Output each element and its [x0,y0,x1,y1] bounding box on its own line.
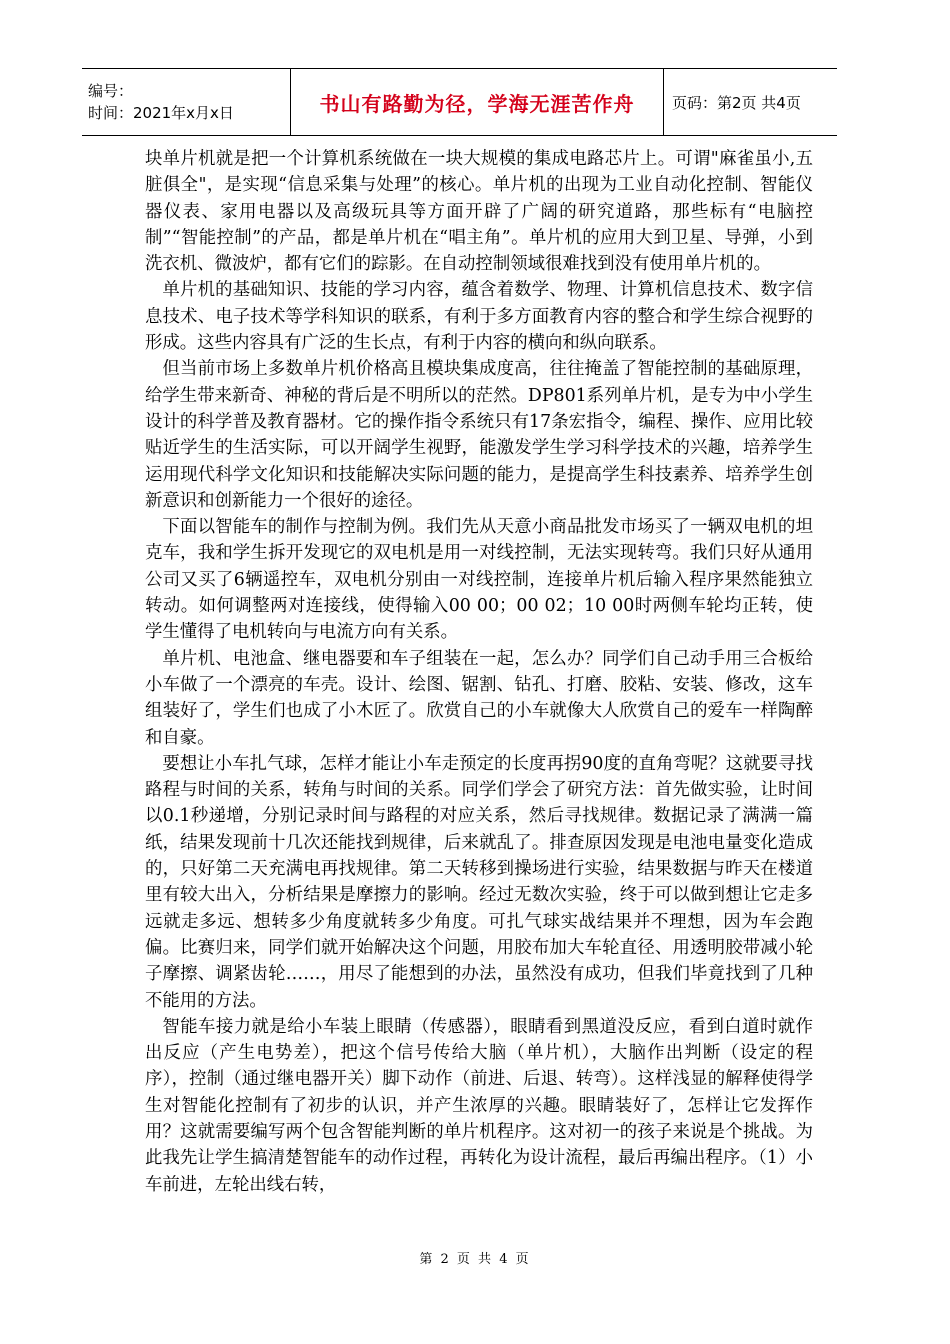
document-code-label: 编号： [88,82,134,100]
header-info [82,69,291,135]
header-motto: 书山有路勤为径，学海无涯苦作舟 [291,69,664,135]
paragraph-1: 块单片机就是把一个计算机系统做在一块大规模的集成电路芯片上。可谓"麻雀虽小,五脏俱全"，是实现“信息采集与处理”的核心。单片机的出现为工业自动化控制、智能仪器仪表、家用电器以及高级玩具等方面开辟了广阔的研究道路，那些标有“电脑控制”“智能控制”的产品，都是单片机在“唱主角”。单片机的应用大到卫星、导弹，小到洗衣机、微波炉，都有它们的踪影。在自动控制领域很难找到没有使用单片机的。 [145,149,813,275]
header-page-number: 页码：第2页 共4页 [672,93,801,112]
paragraph-6: 要想让小车扎气球，怎样才能让小车走预定的长度再拐90度的直角弯呢？这就要寻找路程与时间的关系，转角与时间的关系。同学们学会了研究方法：首先做实验，让时间以0.1秒递增，分别记录时间与路程的对应关系，然后寻找规律。数据记录了满满一篇纸，结果发现前十几次还能找到规律，后来就乱了。排查原因发现是电池电量变化造成的，只好第二天充满电再找规律。第二天转移到操场进行实验，结果数据与昨天在楼道里有较大出入，分析结果是摩擦力的影响。经过无数次实验，终于可以做到想让它走多远就走多远、想转多少角度就转多少角度。可扎气球实战结果并不理想，因为车会跑偏。比赛归来，同学们就开始解决这个问题，用胶布加大车轮直径、用透明胶带减小轮子摩擦、调紧齿轮……，用尽了能想到的办法，虽然没有成功，但我们毕竟找到了几种不能用的方法。 [145,753,813,1011]
page-header [82,68,837,136]
paragraph-7: 智能车接力就是给小车装上眼睛（传感器），眼睛看到黑道没反应，看到白道时就作出反应（产生电势差），把这个信号传给大脑（单片机），大脑作出判断（设定的程序），控制（通过继电器开关）脚下动作（前进、后退、转弯）。这样浅显的解释使得学生对智能化控制有了初步的认识，并产生浓厚的兴趣。眼睛装好了，怎样让它发挥作用？这就需要编写两个包含智能判断的单片机程序。这对初一的孩子来说是个挑战。为此我先让学生搞清楚智能车的动作过程，再转化为设计流程，最后再编出程序。（1）小车前进，左轮出线右转， [145,1016,813,1195]
document-time: 时间：2021年x月x日 [88,104,234,122]
paragraph-5: 单片机、电池盒、继电器要和车子组装在一起，怎么办？同学们自己动手用三合板给小车做了一个漂亮的车壳。设计、绘图、锯割、钻孔、打磨、胶粘、安装、修改，这车组装好了，学生们也成了小木匠了。欣赏自己的小车就像大人欣赏自己的爱车一样陶醉和自豪。 [145,648,813,748]
paragraph-3: 但当前市场上多数单片机价格高且模块集成度高，往往掩盖了智能控制的基础原理，给学生带来新奇、神秘的背后是不明所以的茫然。DP801系列单片机，是专为中小学生设计的科学普及教育器材。它的操作指令系统只有17条宏指令，编程、操作、应用比较贴近学生的生活实际，可以开阔学生视野，能激发学生学习科学技术的兴趣，培养学生运用现代科学文化知识和技能解决实际问题的能力，是提高学生科技素养、培养学生创新意识和创新能力一个很好的途径。 [145,359,813,511]
paragraph-4: 下面以智能车的制作与控制为例。我们先从天意小商品批发市场买了一辆双电机的坦克车，我和学生拆开发现它的双电机是用一对线控制，无法实现转弯。我们只好从通用公司又买了6辆遥控车，双电机分别由一对线控制，连接单片机后输入程序果然能独立转动。如何调整两对连接线，使得输入00 00；00 02；10 00时两侧车轮均正转，使学生懂得了电机转向与电流方向有关系。 [145,517,813,643]
page-footer: 第 2 页 共 4 页 [419,1252,531,1267]
paragraph-2: 单片机的基础知识、技能的学习内容，蕴含着数学、物理、计算机信息技术、数字信息技术、电子技术等学科知识的联系，有利于多方面教育内容的整合和学生综合视野的形成。这些内容具有广泛的生长点，有利于内容的横向和纵向联系。 [145,280,813,354]
document-body [145,146,813,1198]
